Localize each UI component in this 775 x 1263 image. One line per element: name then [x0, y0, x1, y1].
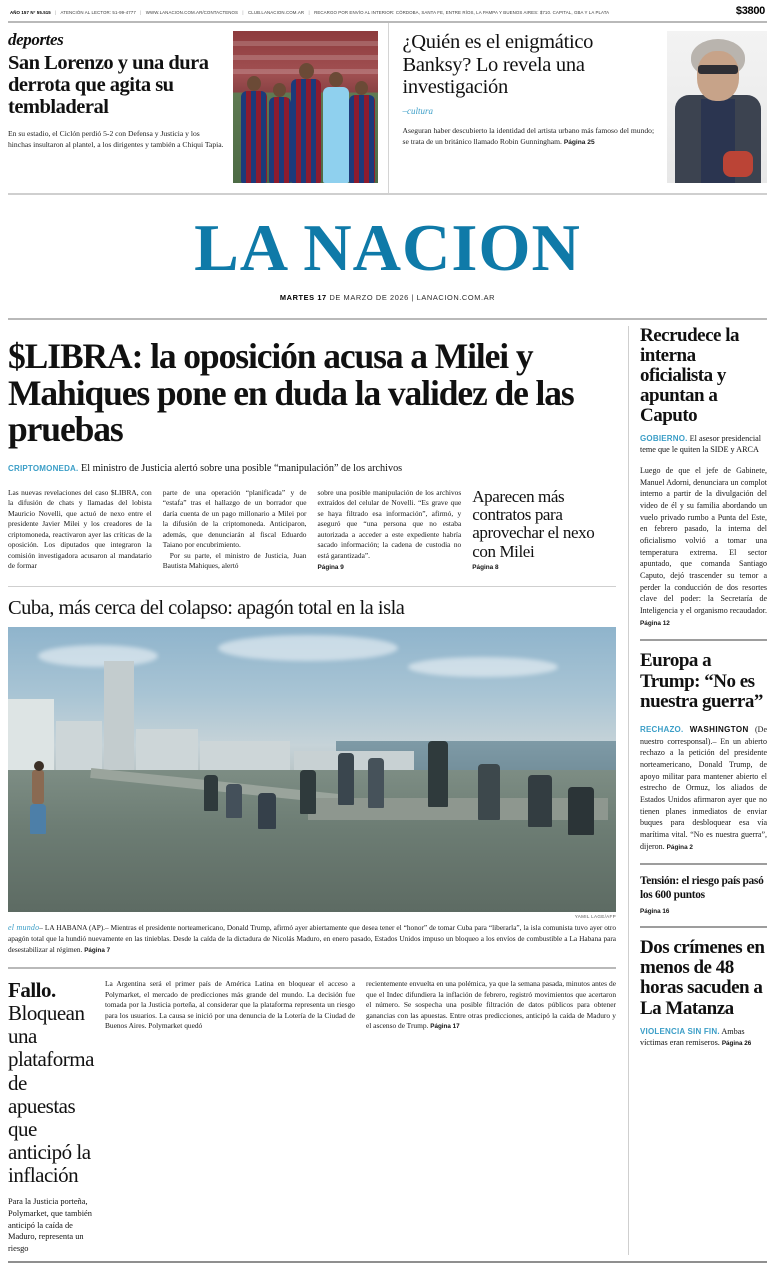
divider: | [140, 10, 142, 15]
promo-cultura-text [403, 31, 660, 183]
lead-page-ref[interactable]: Página 9 [317, 564, 344, 572]
newspaper-logo: LA NACION [194, 211, 581, 285]
fallo-deck: Para la Justicia porteña, Polymarket, que también anticipó la caída de Maduro, representa un riesgo [8, 1197, 92, 1254]
brief-deck-text: Ambas víctimas eran remiseros. [640, 1026, 745, 1047]
divider: | [308, 10, 310, 15]
sidebar-divider [640, 639, 767, 641]
paragraph: La Argentina será el primer país de América Latina en bloquear el acceso a Polymarket, el mercado de predicciones más grande del mundo. La decisión fue tomada por la Justicia porteña, al considerar que la plataforma representa un riesgo para los usuarios. La causa se inició por una denuncia de la Lotería de la Ciudad de Buenos Aires. Polymarket quedó [104, 979, 355, 1031]
masthead-info-bar [8, 0, 767, 23]
sidebar-divider [640, 926, 767, 928]
promo-deportes-text [8, 31, 225, 183]
issue-year: AÑO 157 [10, 10, 30, 15]
cuba-caption [8, 922, 616, 956]
paragraph: Por su parte, el ministro de Justicia, Juan Bautista Mahiques, alertó [162, 550, 307, 571]
sidebar-deck-text: El asesor presidencial teme que le quiten la SIDE y ARCA [640, 434, 762, 455]
sidebar-brief-riesgo-pais[interactable] [640, 875, 767, 915]
reader-service: ATENCIÓN AL LECTOR: 51-99-4777 [60, 10, 136, 15]
brief-deck [640, 1027, 767, 1049]
surcharge-note: RECARGO POR ENVÍO AL INTERIOR: CÓRDOBA, SANTA FE, ENTRE RÍOS, LA PAMPA Y BUENOS AIRES: $710. CAPITAL, GBA Y LA PLATA [314, 10, 610, 15]
lead-column-1 [8, 488, 152, 572]
promo-cultura-summary-text: Aseguran haber descubierto la identidad del artista urbano más famoso del mundo; se trata de un británico llamado Robin Gunningham. [402, 125, 655, 146]
sidebar-story-europa[interactable] [640, 651, 767, 852]
cuba-photo-credit: YAMIL LAGE/AFP [574, 914, 616, 920]
divider: | [55, 10, 57, 15]
sidebar-column [628, 326, 767, 1255]
promo-deportes-photo [233, 31, 378, 183]
promo-cultura-photo [667, 31, 767, 183]
paragraph: Las nuevas revelaciones del caso $LIBRA, con la difusión de chats y llamadas del lobista Mauricio Novelli, que actuó de nexo entre el presidente Javier Milei y los creadores de la criptomoneda, reactivaron ayer las críticas de la oposición. Los diputados que integraron la comisión investigadora acusaron al mandatario de formar [8, 487, 152, 571]
paragraph-text: recientemente envuelta en una polémica, ya que la semana pasada, minutos antes de que el Indec difundiera la inflación de febrero, registró movimientos que acertaron el número. Se sospecha una posible filtración de datos públicos para obtener ganancias con las apuestas. Entre otras predicciones, anticipó la caída de Maduro y el ascenso de Trump. [365, 979, 617, 1031]
publication-date [8, 293, 767, 302]
promo-cultura-kicker: –cultura [402, 105, 433, 116]
fallo-kicker: Fallo. [8, 978, 56, 1003]
sidebar-body [640, 465, 767, 628]
lead-deck-tag: CRIPTOMONEDA. [8, 464, 79, 474]
fallo-headline-block[interactable] [8, 979, 94, 1255]
primary-column [8, 326, 628, 1255]
fallo-headline-text: Bloquean una plataforma de apuestas que anticipó la inflación [8, 1001, 94, 1187]
sidebar-deck-tag: RECHAZO. [640, 724, 684, 734]
cuba-headline[interactable]: Cuba, más cerca del colapso: apagón total en la isla [8, 596, 405, 619]
sidebar-deck-tag: GOBIERNO. [640, 434, 688, 444]
sidebar-page-ref[interactable]: Página 12 [640, 619, 670, 627]
promo-cultura-headline[interactable]: ¿Quién es el enigmático Banksy? Lo revela una investigación [402, 31, 594, 99]
lead-column-3 [318, 488, 462, 572]
sidebar-divider [640, 863, 767, 865]
main-content [8, 320, 767, 1255]
promo-deportes-headline[interactable]: San Lorenzo y una dura derrota que agita su tembladeral [8, 52, 209, 118]
sidebar-headline[interactable]: Recrudece la interna oficialista y apuntan a Caputo [640, 324, 739, 427]
promo-deportes-summary: En su estadio, el Ciclón perdió 5-2 con Defensa y Justicia y los hinchas insultaron al plantel, a los dirigentes y también a Chiqui Tapia. [8, 128, 224, 149]
masthead [8, 195, 767, 318]
promo-deportes-kicker: deportes [8, 30, 64, 49]
promo-strip [8, 23, 767, 195]
sidebar-page-ref[interactable]: Página 2 [666, 843, 693, 851]
brief-headline[interactable]: Dos crímenes en menos de 48 horas sacuden a La Matanza [640, 937, 765, 1019]
promo-deportes[interactable] [8, 23, 388, 193]
lead-headline[interactable]: $LIBRA: la oposición acusa a Milei y Mahiques pone en duda la validez de las pruebas [8, 335, 574, 450]
sidebar-body [640, 724, 767, 852]
fallo-page-ref[interactable]: Página 17 [430, 1023, 460, 1031]
lead-secondary-page-ref[interactable]: Página 8 [472, 564, 499, 572]
sidebar-deck [640, 434, 767, 456]
paragraph: sobre una posible manipulación de los archivos extraídos del celular de Novelli. “Es grave que se haya filtrado esa información”, afirmó, y aseguró que “una persona que no estaba autorizada a acceder a este expediente habría sacado información; la cadena de custodia no está garantizada”. [317, 487, 462, 560]
publication-day: MARTES 17 [279, 292, 327, 302]
lead-deck-text: El ministro de Justicia alertó sobre una posible “manipulación” de los archivos [81, 463, 403, 475]
sidebar-body-text: (De nuestro corresponsal).– En un abierto rechazo a la petición del presidente norteamericano, Donald Trump, de apoyo militar para mantener abierto el estrecho de Ormuz, los aliados de Estados Unidos afirmaron ayer que no tienen planes inmediatos de enviar buques para desbloquear esa vía marítima vital. “No es nuestra guerra”, dijeron. [640, 724, 768, 851]
publication-date-rest: DE MARZO DE 2026 | LANACION.COM.AR [329, 292, 496, 302]
promo-cultura-summary [403, 125, 660, 148]
fallo-column-2 [366, 979, 616, 1255]
sidebar-headline[interactable]: Europa a Trump: “No es nuestra guerra” [640, 650, 763, 712]
fallo-body-columns [105, 979, 616, 1255]
brief-page-ref[interactable]: Página 16 [640, 908, 670, 916]
sidebar-body-text: Luego de que el jefe de Gabinete, Manuel Adorni, denunciara un complot interno a partir de la divulgación del video de él y su familia abordando un vuelo privado rumbo a Punta del Este, en febrero pasado, la interna del oficialismo volvió a tomar una temperatura extrema. El sector apuntado, que comanda Santiago Caputo, dejó trascender su temor a perder la conducción de dos resortes clave del poder: la Secretaría de Inteligencia y el organismo recaudador. [640, 466, 767, 616]
lead-secondary-headline[interactable]: Aparecen más contratos para aprovechar el nexo con Milei [472, 486, 595, 561]
brief-deck-tag: VIOLENCIA SIN FIN. [640, 1026, 720, 1036]
promo-cultura-page: Página 25 [563, 138, 595, 146]
divider: | [242, 10, 244, 15]
cuba-photo [8, 627, 616, 912]
lead-deck [8, 462, 616, 475]
cuba-story [8, 586, 616, 956]
brief-page-ref[interactable]: Página 26 [721, 1039, 752, 1047]
site-contact-link[interactable]: WWW.LANACION.COM.AR/CONTACTENOS [145, 10, 239, 15]
paragraph: parte de una operación “planificada” y de “estafa” tras el hallazgo de un borrador que daría cuenta de un pago millonario a Milei por la difusión de la criptomoneda. Anticiparon, además, que denunciarán al fiscal Eduardo Taiano por encubrimiento. [162, 487, 307, 550]
fallo-story [8, 967, 616, 1255]
lead-column-2 [163, 488, 307, 572]
club-link[interactable]: CLUB.LANACION.COM.AR [248, 10, 305, 15]
promo-cultura[interactable] [388, 23, 768, 193]
sidebar-story-gobierno[interactable] [640, 326, 767, 629]
sidebar-brief-la-matanza[interactable] [640, 938, 767, 1048]
fallo-headline[interactable] [8, 979, 94, 1187]
brief-headline[interactable]: Tensión: el riesgo país pasó los 600 puntos [640, 875, 764, 901]
lead-secondary-item[interactable] [472, 488, 616, 572]
cover-price: $3800 [735, 5, 765, 17]
issue-number: N° 55.515 [30, 10, 51, 15]
cuba-caption-tag: el mundo [8, 923, 40, 933]
lead-body-columns [8, 488, 616, 572]
sidebar-dateline: WASHINGTON [689, 724, 749, 734]
masthead-info-text [10, 10, 609, 15]
cuba-page-ref[interactable]: Página 7 [84, 947, 111, 955]
cuba-caption-text: – LA HABANA (AP).– Mientras el presidente norteamericano, Donald Trump, afirmó ayer abiertamente que desea tener el “honor” de tomar Cuba para “liberarla”, la isla comunista tuvo ayer otro apagón total que la hundió nuevamente en las tinieblas. Desde la caída de la dictadura de Nicolás Maduro, en enero pasado, Estados Unidos impuso un bloqueo a los envíos de combustible a La Habana para desestabilizar al régimen. [8, 923, 616, 955]
paragraph [366, 979, 616, 1032]
fallo-column-1 [105, 979, 355, 1255]
